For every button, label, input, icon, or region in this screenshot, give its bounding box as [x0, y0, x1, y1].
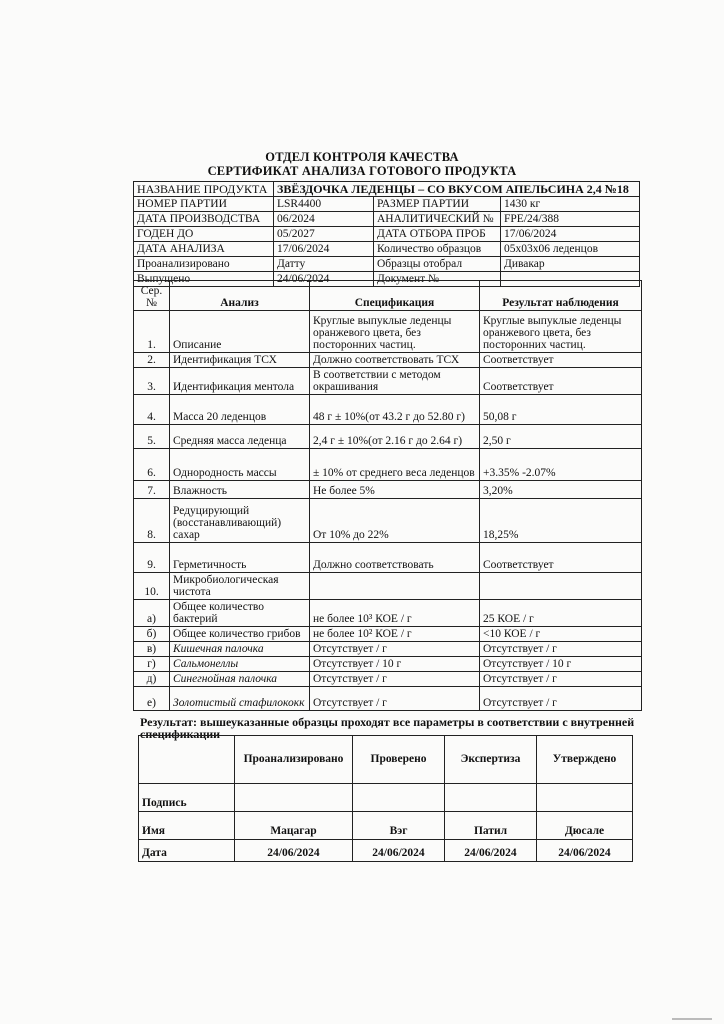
observed-result: Отсутствует / г	[480, 672, 642, 687]
signer-name: Мацагар	[235, 812, 353, 840]
batch-value: LSR4400	[274, 197, 374, 212]
analysis-row	[134, 368, 642, 395]
sampled-by-label: Образцы отобрал	[374, 257, 501, 272]
observed-result: Соответствует	[480, 353, 642, 368]
sample-qty-value: 05x03x06 леденцов	[501, 242, 640, 257]
analysis-row	[134, 311, 642, 353]
observed-result: Круглые выпуклые леденцы оранжевого цвета, без посторонних частиц.	[480, 311, 642, 353]
observed-result: 3,20%	[480, 481, 642, 499]
scan-artifact	[672, 1018, 712, 1020]
test-name: Редуцирующий (восстанавливающий) сахар	[170, 499, 310, 543]
test-name: Описание	[170, 311, 310, 353]
row-number: 3.	[134, 368, 170, 395]
row-number: 7.	[134, 481, 170, 499]
signer-name: Вэг	[353, 812, 445, 840]
sampled-by-value: Дивакар	[501, 257, 640, 272]
sig-row-signature: Подпись	[139, 784, 235, 812]
sig-row-name: Имя	[139, 812, 235, 840]
signature-table	[138, 735, 633, 862]
test-name: Общее количество грибов	[170, 627, 310, 642]
analysis-row	[134, 687, 642, 711]
observed-result: Отсутствует / г	[480, 687, 642, 711]
observed-result: <10 КОЕ / г	[480, 627, 642, 642]
sig-col-approved: Утверждено	[537, 736, 633, 784]
test-name: Идентификация ментола	[170, 368, 310, 395]
analysis-row	[134, 499, 642, 543]
sig-corner	[139, 736, 235, 784]
analysis-row	[134, 627, 642, 642]
ar-number-label: АНАЛИТИЧЕСКИЙ №	[374, 212, 501, 227]
sig-col-expertise: Экспертиза	[445, 736, 537, 784]
observed-result	[480, 573, 642, 600]
row-number: 1.	[134, 311, 170, 353]
product-name-value: ЗВЁЗДОЧКА ЛЕДЕНЦЫ – СО ВКУСОМ АПЕЛЬСИНА 2,4 №18	[274, 182, 640, 197]
col-header-spec: Спецификация	[310, 281, 480, 311]
specification: Должно соответствовать	[310, 543, 480, 573]
sign-date: 24/06/2024	[353, 840, 445, 862]
row-number: а)	[134, 600, 170, 627]
row-number: в)	[134, 642, 170, 657]
specification	[310, 573, 480, 600]
certificate-title: СЕРТИФИКАТ АНАЛИЗА ГОТОВОГО ПРОДУКТА	[207, 164, 517, 178]
specification: Отсутствует / г	[310, 687, 480, 711]
col-header-no: Сер. №	[134, 281, 170, 311]
specification: От 10% до 22%	[310, 499, 480, 543]
sign-date: 24/06/2024	[445, 840, 537, 862]
row-number: е)	[134, 687, 170, 711]
expiry-label: ГОДЕН ДО	[134, 227, 274, 242]
row-number: г)	[134, 657, 170, 672]
batch-label: НОМЕР ПАРТИИ	[134, 197, 274, 212]
observed-result: 50,08 г	[480, 395, 642, 425]
mfg-date-label: ДАТА ПРОИЗВОДСТВА	[134, 212, 274, 227]
batch-size-label: РАЗМЕР ПАРТИИ	[374, 197, 501, 212]
analysis-row	[134, 657, 642, 672]
signature-cell	[353, 784, 445, 812]
sig-col-analyzed: Проанализировано	[235, 736, 353, 784]
observed-result: 25 КОЕ / г	[480, 600, 642, 627]
test-name: Общее количество бактерий	[170, 600, 310, 627]
analysis-date-label: ДАТА АНАЛИЗА	[134, 242, 274, 257]
specification: Не более 5%	[310, 481, 480, 499]
observed-result: 2,50 г	[480, 425, 642, 449]
signature-cell	[235, 784, 353, 812]
department-title: ОТДЕЛ КОНТРОЛЯ КАЧЕСТВА	[265, 150, 459, 164]
observed-result: Отсутствует / г	[480, 642, 642, 657]
result-statement: Результат: вышеуказанные образцы проходят все параметры в соответствии с внутренней спецификации	[140, 715, 635, 741]
signature-cell	[445, 784, 537, 812]
observed-result: +3.35% -2.07%	[480, 449, 642, 481]
analysis-row	[134, 449, 642, 481]
observed-result: Соответствует	[480, 368, 642, 395]
ar-number-value: FPE/24/388	[501, 212, 640, 227]
sign-date: 24/06/2024	[235, 840, 353, 862]
released-value: 24/06/2024	[274, 272, 374, 287]
row-number: 5.	[134, 425, 170, 449]
col-header-test: Анализ	[170, 281, 310, 311]
observed-result: 18,25%	[480, 499, 642, 543]
analysis-row	[134, 395, 642, 425]
product-info-table	[133, 181, 640, 287]
specification: ± 10% от среднего веса леденцов	[310, 449, 480, 481]
analysis-row	[134, 353, 642, 368]
specification: не более 10³ КОЕ / г	[310, 600, 480, 627]
analysis-row	[134, 672, 642, 687]
specification: Должно соответствовать ТСХ	[310, 353, 480, 368]
row-number: 2.	[134, 353, 170, 368]
test-name: Однородность массы	[170, 449, 310, 481]
test-name: Герметичность	[170, 543, 310, 573]
product-name-label: НАЗВАНИЕ ПРОДУКТА	[134, 182, 274, 197]
document-label: Документ №	[374, 272, 501, 287]
sample-qty-label: Количество образцов	[374, 242, 501, 257]
row-number: 6.	[134, 449, 170, 481]
expiry-value: 05/2027	[274, 227, 374, 242]
test-name: Средняя масса леденца	[170, 425, 310, 449]
analyzed-by-value: Датту	[274, 257, 374, 272]
analysis-table	[133, 280, 642, 711]
batch-size-value: 1430 кг	[501, 197, 640, 212]
released-label: Выпущено	[134, 272, 274, 287]
test-name: Золотистый стафилококк	[170, 687, 310, 711]
signature-cell	[537, 784, 633, 812]
test-name: Влажность	[170, 481, 310, 499]
row-number: 4.	[134, 395, 170, 425]
row-number: 9.	[134, 543, 170, 573]
analysis-row	[134, 425, 642, 449]
test-name: Микробиологическая чистота	[170, 573, 310, 600]
specification: 2,4 г ± 10%(от 2.16 г до 2.64 г)	[310, 425, 480, 449]
analysis-row	[134, 642, 642, 657]
sampling-date-value: 17/06/2024	[501, 227, 640, 242]
sig-col-checked: Проверено	[353, 736, 445, 784]
analysis-date-value: 17/06/2024	[274, 242, 374, 257]
analyzed-by-label: Проанализировано	[134, 257, 274, 272]
specification: Отсутствует / 10 г	[310, 657, 480, 672]
mfg-date-value: 06/2024	[274, 212, 374, 227]
test-name: Идентификация ТСХ	[170, 353, 310, 368]
signer-name: Патил	[445, 812, 537, 840]
analysis-row	[134, 543, 642, 573]
sampling-date-label: ДАТА ОТБОРА ПРОБ	[374, 227, 501, 242]
test-name: Масса 20 леденцов	[170, 395, 310, 425]
specification: Круглые выпуклые леденцы оранжевого цвета, без посторонних частиц.	[310, 311, 480, 353]
specification: Отсутствует / г	[310, 642, 480, 657]
analysis-row	[134, 573, 642, 600]
observed-result: Соответствует	[480, 543, 642, 573]
observed-result: Отсутствует / 10 г	[480, 657, 642, 672]
specification: Отсутствует / г	[310, 672, 480, 687]
test-name: Сальмонеллы	[170, 657, 310, 672]
col-header-result: Результат наблюдения	[480, 281, 642, 311]
test-name: Синегнойная палочка	[170, 672, 310, 687]
specification: В соответствии с методом окрашивания	[310, 368, 480, 395]
analysis-row	[134, 481, 642, 499]
row-number: 8.	[134, 499, 170, 543]
analysis-row	[134, 600, 642, 627]
row-number: 10.	[134, 573, 170, 600]
signer-name: Дюсале	[537, 812, 633, 840]
sig-row-date: Дата	[139, 840, 235, 862]
row-number: д)	[134, 672, 170, 687]
specification: 48 г ± 10%(от 43.2 г до 52.80 г)	[310, 395, 480, 425]
row-number: б)	[134, 627, 170, 642]
sign-date: 24/06/2024	[537, 840, 633, 862]
specification: не более 10² КОЕ / г	[310, 627, 480, 642]
test-name: Кишечная палочка	[170, 642, 310, 657]
